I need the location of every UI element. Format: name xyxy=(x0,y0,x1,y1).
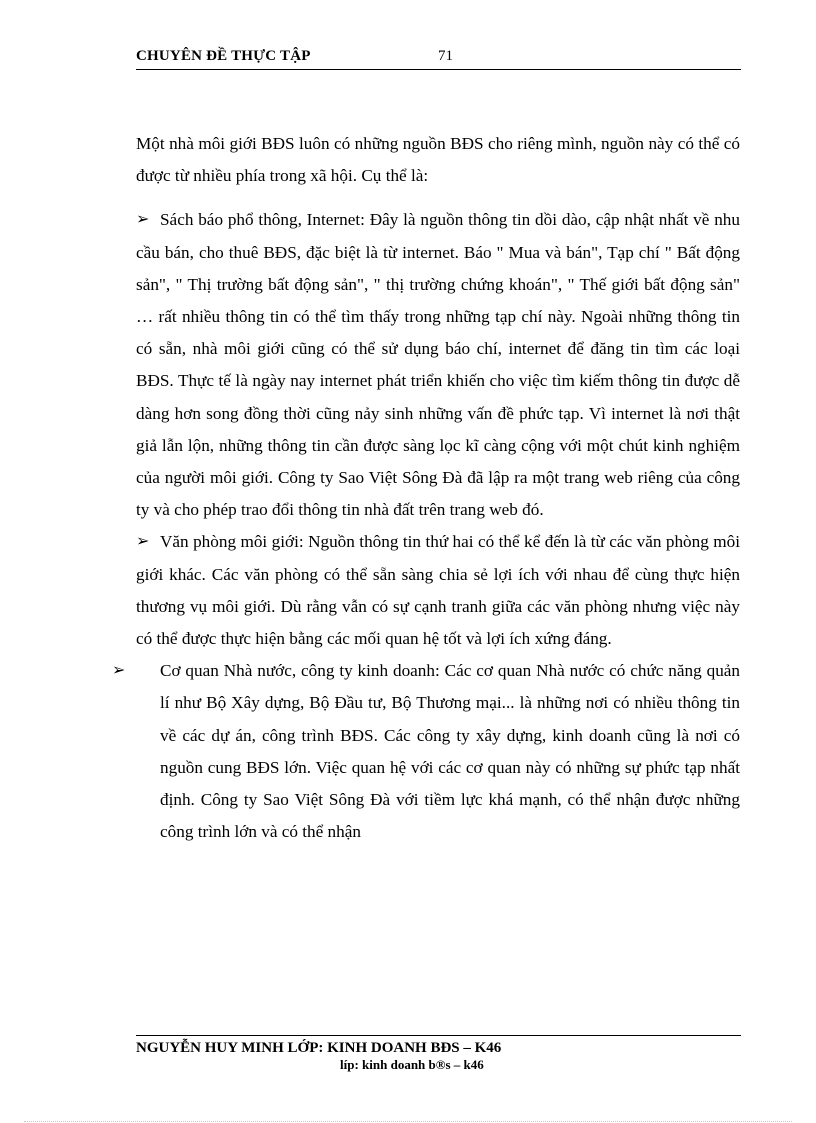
document-body xyxy=(112,128,741,848)
bullet-item xyxy=(112,655,741,848)
header-title: CHUYÊN ĐỀ THỰC TẬP xyxy=(136,48,311,64)
header-divider xyxy=(136,69,741,70)
footer-class-legacy-encoding: líp: kinh doanh b®s – k46 xyxy=(340,1057,484,1072)
footer-divider xyxy=(136,1035,741,1036)
bullet-lead: Văn phòng môi giới: xyxy=(160,532,304,552)
bullet-lead: Cơ quan Nhà nước, công ty kinh doanh: xyxy=(160,661,440,681)
intro-paragraph xyxy=(136,128,740,192)
bullet-text: Nguồn thông tin thứ hai có thể kể đến là từ các văn phòng môi giới khác. Các văn phòng có thể sẵn sàng chia sẻ lợi ích với nhau để cùng thực hiện thương vụ môi giới. Dù rằng vẫn có sự cạnh tranh giữa các văn phòng nhưng việc này có thể được thực hiện bằng các mối quan hệ tốt và lợi ích xứng đáng. xyxy=(136,532,740,649)
page-header xyxy=(136,48,740,68)
bullet-item xyxy=(136,526,740,655)
arrow-bullet-icon: ➢ xyxy=(112,662,126,680)
bullet-text: Các cơ quan Nhà nước có chức năng quản lí như Bộ Xây dựng, Bộ Đầu tư, Bộ Thương mại... là những nơi có nhiều thông tin về các dự án, công trình BĐS. Các công ty xây dựng, kinh doanh cũng là nơi có nguồn cung BĐS lớn. Việc quan hệ với các cơ quan này có những sự phức tạp nhất định. Công ty Sao Việt Sông Đà với tiềm lực khá mạnh, có thể nhận được những công trình lớn và có thể nhận xyxy=(160,661,741,842)
footer-author-class: NGUYỄN HUY MINH LỚP: KINH DOANH BĐS – K46 xyxy=(136,1040,502,1056)
bullet-text: Đây là nguồn thông tin dồi dào, cập nhật nhất về nhu cầu bán, cho thuê BĐS, đặc biệt là từ internet. Báo " Mua và bán", Tạp chí " Bất động sản", " Thị trường bất động sản", " thị trường chứng khoán", " Thế giới bất động sản" … rất nhiều thông tin có thể tìm thấy trong những tạp chí này. Ngoài những thông tin có sẵn, nhà môi giới cũng có thể sử dụng báo chí, internet để đăng tin tìm các loại BĐS. Thực tế là ngày nay internet phát triển khiến cho việc tìm kiếm thông tin được dễ dàng hơn song đồng thời cũng nảy sinh những vấn đề phức tạp. Vì internet là nơi thật giả lẫn lộn, những thông tin cần được sàng lọc kĩ càng cộng với một chút kinh nghiệm của người môi giới. Công ty Sao Việt Sông Đà đã lập ra một trang web riêng của công ty và cho phép trao đổi thông tin nhà đất trên trang web đó. xyxy=(136,210,740,520)
arrow-bullet-icon: ➢ xyxy=(136,533,150,551)
arrow-bullet-icon: ➢ xyxy=(136,211,150,229)
page-bottom-dotted-edge xyxy=(24,1121,792,1122)
bullet-item xyxy=(136,204,740,526)
page-number: 71 xyxy=(438,48,453,64)
intro-line: có thể có được từ nhiều phía trong xã hội. Cụ thể là: xyxy=(136,134,740,186)
bullet-lead: Sách báo phổ thông, Internet: xyxy=(160,210,365,230)
intro-line: Một nhà môi giới BĐS luôn có những nguồn BĐS cho riêng mình, nguồn này xyxy=(136,134,674,153)
